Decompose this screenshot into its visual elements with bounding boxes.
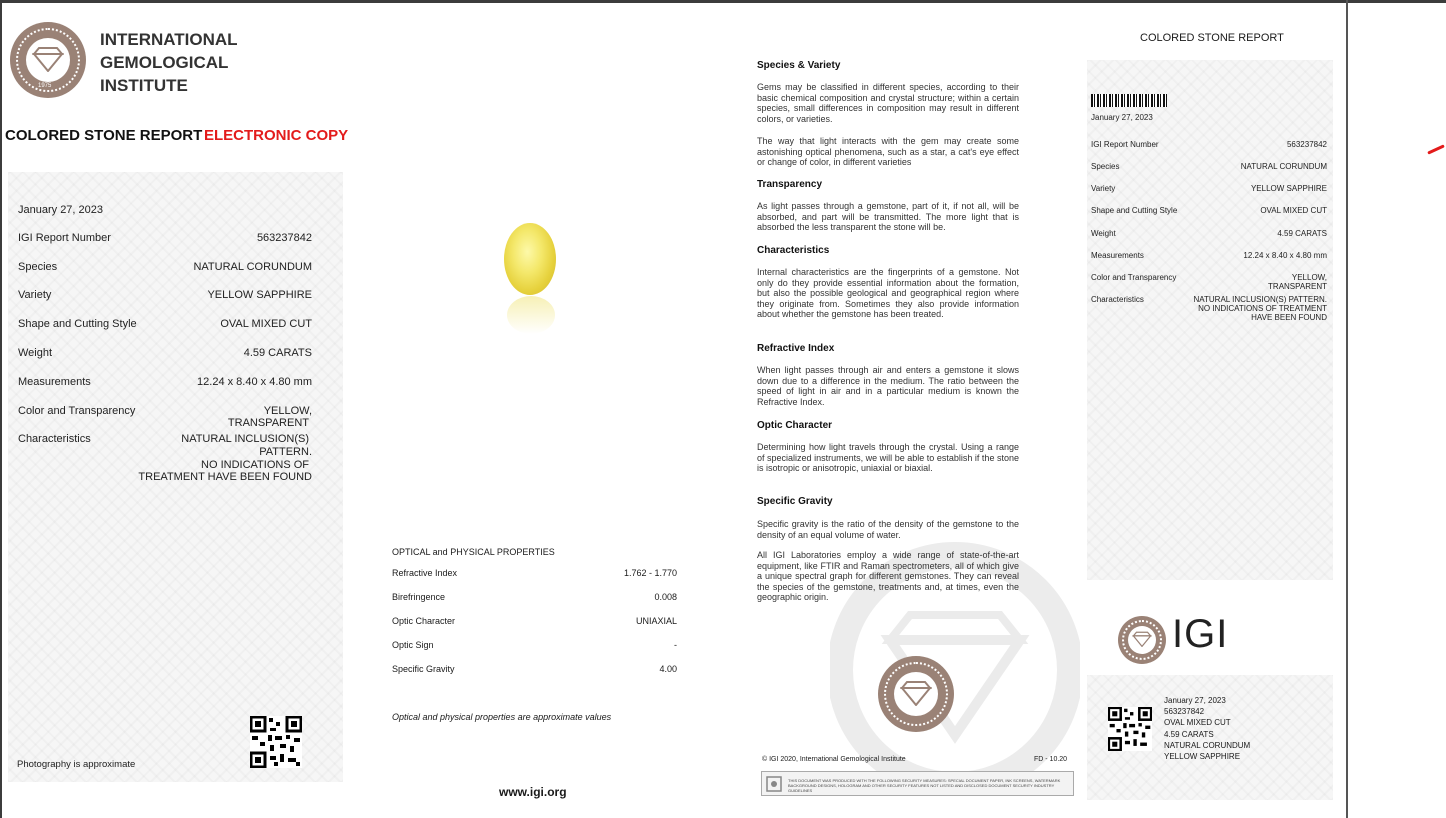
annotation-mark (1427, 144, 1445, 154)
card-line-species: NATURAL CORUNDUM (1164, 741, 1251, 750)
optical-label-sg: Specific Gravity (392, 664, 455, 674)
optical-value-sign: - (674, 640, 677, 650)
security-seal-icon (766, 776, 782, 792)
right-label-measurements: Measurements (1091, 251, 1144, 260)
section-heading-optic-character: Optic Character (757, 420, 833, 431)
detail-label-weight: Weight (18, 347, 53, 359)
section-para-optic-character: Determining how light travels through the crystal. Using a range of specialized instruments, we will be able to establish if the stone is isotropic or anisotropic, uniaxial or biaxial. (757, 442, 1019, 473)
detail-label-measurements: Measurements (18, 376, 91, 388)
section-heading-refractive-index: Refractive Index (757, 343, 835, 354)
detail-label-color: Color and Transparency (18, 405, 136, 417)
card-line-shape: OVAL MIXED CUT (1164, 718, 1231, 727)
optical-title: OPTICAL and PHYSICAL PROPERTIES (392, 547, 555, 557)
copyright-text: © IGI 2020, International Gemological Institute (762, 756, 906, 763)
optical-label-sign: Optic Sign (392, 640, 434, 650)
right-label-characteristics: Characteristics (1091, 295, 1144, 304)
detail-value-color-2: TRANSPARENT (227, 417, 309, 429)
report-title: COLORED STONE REPORT (5, 127, 203, 144)
right-value-variety: YELLOW SAPPHIRE (1250, 184, 1327, 193)
section-para-transparency: As light passes through a gemstone, part of it, if not all, will be absorbed, and part will be transmitted. The more light that is absorbed the less transparent the stone will be. (757, 201, 1019, 232)
institute-name-line-3: INSTITUTE (100, 76, 188, 95)
detail-value-species: NATURAL CORUNDUM (193, 261, 312, 273)
section-para-species-2: The way that light interacts with the gem may create some astonishing optical phenomena, such as a star, a cat's eye effect or change of color, in different varieties (757, 136, 1019, 167)
security-notice-box (761, 771, 1074, 796)
barcode-icon (1091, 94, 1167, 107)
institute-name-line-1: INTERNATIONAL (100, 30, 238, 49)
card-line-date: January 27, 2023 (1164, 696, 1226, 705)
diamond-icon (1132, 631, 1152, 647)
optical-label-ri: Refractive Index (392, 568, 458, 578)
detail-label-variety: Variety (18, 289, 52, 301)
section-para-specific-gravity-1: Specific gravity is the ratio of the density of the gemstone to the density of an equal volume of water. (757, 519, 1019, 540)
qr-code-icon (250, 716, 302, 768)
card-line-variety: YELLOW SAPPHIRE (1164, 752, 1241, 761)
diamond-icon (900, 680, 932, 706)
section-heading-characteristics: Characteristics (757, 245, 830, 256)
report-date: January 27, 2023 (18, 204, 104, 216)
card-line-weight: 4.59 CARATS (1164, 730, 1214, 739)
card-line-number: 563237842 (1164, 707, 1205, 716)
right-label-shape: Shape and Cutting Style (1091, 206, 1178, 215)
optical-value-character: UNIAXIAL (635, 616, 677, 626)
section-heading-specific-gravity: Specific Gravity (757, 496, 833, 507)
optical-note: Optical and physical properties are approximate values (392, 712, 612, 722)
section-heading-species: Species & Variety (757, 60, 841, 71)
detail-value-variety: YELLOW SAPPHIRE (207, 289, 312, 301)
gemstone-reflection (507, 296, 555, 334)
website-link[interactable]: www.igi.org (499, 785, 567, 799)
right-value-characteristics-3: HAVE BEEN FOUND (1251, 313, 1327, 322)
right-label-species: Species (1091, 162, 1120, 171)
detail-value-measurements: 12.24 x 8.40 x 4.80 mm (197, 376, 312, 388)
detail-value-report-number: 563237842 (256, 232, 312, 244)
detail-label-report-number: IGI Report Number (18, 232, 111, 244)
window-left-border (0, 0, 2, 818)
section-para-specific-gravity-2: All IGI Laboratories employ a wide range of state-of-the-art equipment, like FTIR and Raman spectrometers, all of which give a unique spectral graph for different gemstones. They can reveal the species of the gemstone, treatments and, at times, even the geographic origin. (757, 550, 1019, 602)
electronic-copy-label: ELECTRONIC COPY (204, 127, 349, 144)
right-label-variety: Variety (1091, 184, 1116, 193)
right-value-shape: OVAL MIXED CUT (1260, 206, 1327, 215)
detail-label-characteristics: Characteristics (18, 433, 91, 445)
detail-value-characteristics-3: NO INDICATIONS OF (201, 459, 309, 471)
gemstone-image (504, 223, 556, 295)
detail-value-shape: OVAL MIXED CUT (220, 318, 312, 330)
section-para-species-1: Gems may be classified in different species, according to their basic chemical composition and crystal structure; within a certain species, small differences in composition may result in different colors, or varieties. (757, 82, 1019, 124)
detail-value-characteristics-4: TREATMENT HAVE BEEN FOUND (138, 471, 312, 483)
right-label-color: Color and Transparency (1091, 273, 1177, 282)
optical-value-ri: 1.762 - 1.770 (623, 568, 677, 578)
detail-value-characteristics-2: PATTERN. (259, 446, 312, 458)
right-label-report-number: IGI Report Number (1091, 140, 1159, 149)
optical-value-sg: 4.00 (659, 664, 677, 674)
seal-year: 1975 (38, 83, 52, 89)
institute-name-line-2: GEMOLOGICAL (100, 53, 229, 72)
section-para-characteristics: Internal characteristics are the fingerprints of a gemstone. Not only do they provide essential information about the formation, but also the possible geological and geographical region where they originate from. Sometimes they also provide information about whether the gemstone has been treated. (757, 267, 1019, 319)
right-value-species: NATURAL CORUNDUM (1240, 162, 1327, 171)
igi-seal-logo (10, 22, 86, 98)
right-value-characteristics-1: NATURAL INCLUSION(S) PATTERN. (1193, 295, 1327, 304)
detail-value-color-1: YELLOW, (263, 405, 312, 417)
right-value-characteristics-2: NO INDICATIONS OF TREATMENT (1198, 304, 1327, 313)
form-code: FD - 10.20 (1034, 756, 1068, 763)
right-value-color-1: YELLOW, (1291, 273, 1327, 282)
diamond-icon (32, 46, 64, 72)
security-notice-text: THIS DOCUMENT WAS PRODUCED WITH THE FOLLOWING SECURITY MEASURES: SPECIAL DOCUMENT PAPER, INK SCREENS, WATERMARK BACKGROUND DESIGNS, HOLOGRAM AND OTHER SECURITY FEATURES NOT LISTED AND DISCLOSED DOCUMENT SECURITY INDUSTRY GUIDELINES (788, 778, 1061, 793)
section-heading-transparency: Transparency (757, 179, 823, 190)
card-qr-code-icon (1108, 707, 1152, 751)
optical-label-character: Optic Character (392, 616, 456, 626)
detail-value-characteristics-1: NATURAL INCLUSION(S) (181, 433, 309, 445)
right-label-weight: Weight (1091, 229, 1116, 238)
detail-value-weight: 4.59 CARATS (243, 347, 312, 359)
right-value-weight: 4.59 CARATS (1277, 229, 1327, 238)
section-para-refractive-index: When light passes through air and enters a gemstone it slows down due to a difference in the medium. The ratio between the speed of light in air and in a particular medium is known the Refractive Index. (757, 365, 1019, 407)
right-date: January 27, 2023 (1091, 113, 1153, 122)
igi-logo-seal (1118, 616, 1166, 664)
detail-label-species: Species (18, 261, 58, 273)
igi-logo-text: IGI (1172, 612, 1229, 656)
document-right-border (1346, 0, 1348, 818)
window-top-border (0, 0, 1446, 3)
right-report-title: COLORED STONE REPORT (1140, 32, 1284, 44)
detail-label-shape: Shape and Cutting Style (18, 318, 137, 330)
right-value-report-number: 563237842 (1286, 140, 1327, 149)
right-value-measurements: 12.24 x 8.40 x 4.80 mm (1243, 251, 1327, 260)
photo-note: Photography is approximate (17, 759, 136, 770)
igi-seal-small (878, 656, 954, 732)
optical-label-birefringence: Birefringence (392, 592, 446, 602)
right-value-color-2: TRANSPARENT (1268, 282, 1327, 291)
optical-value-birefringence: 0.008 (654, 592, 677, 602)
